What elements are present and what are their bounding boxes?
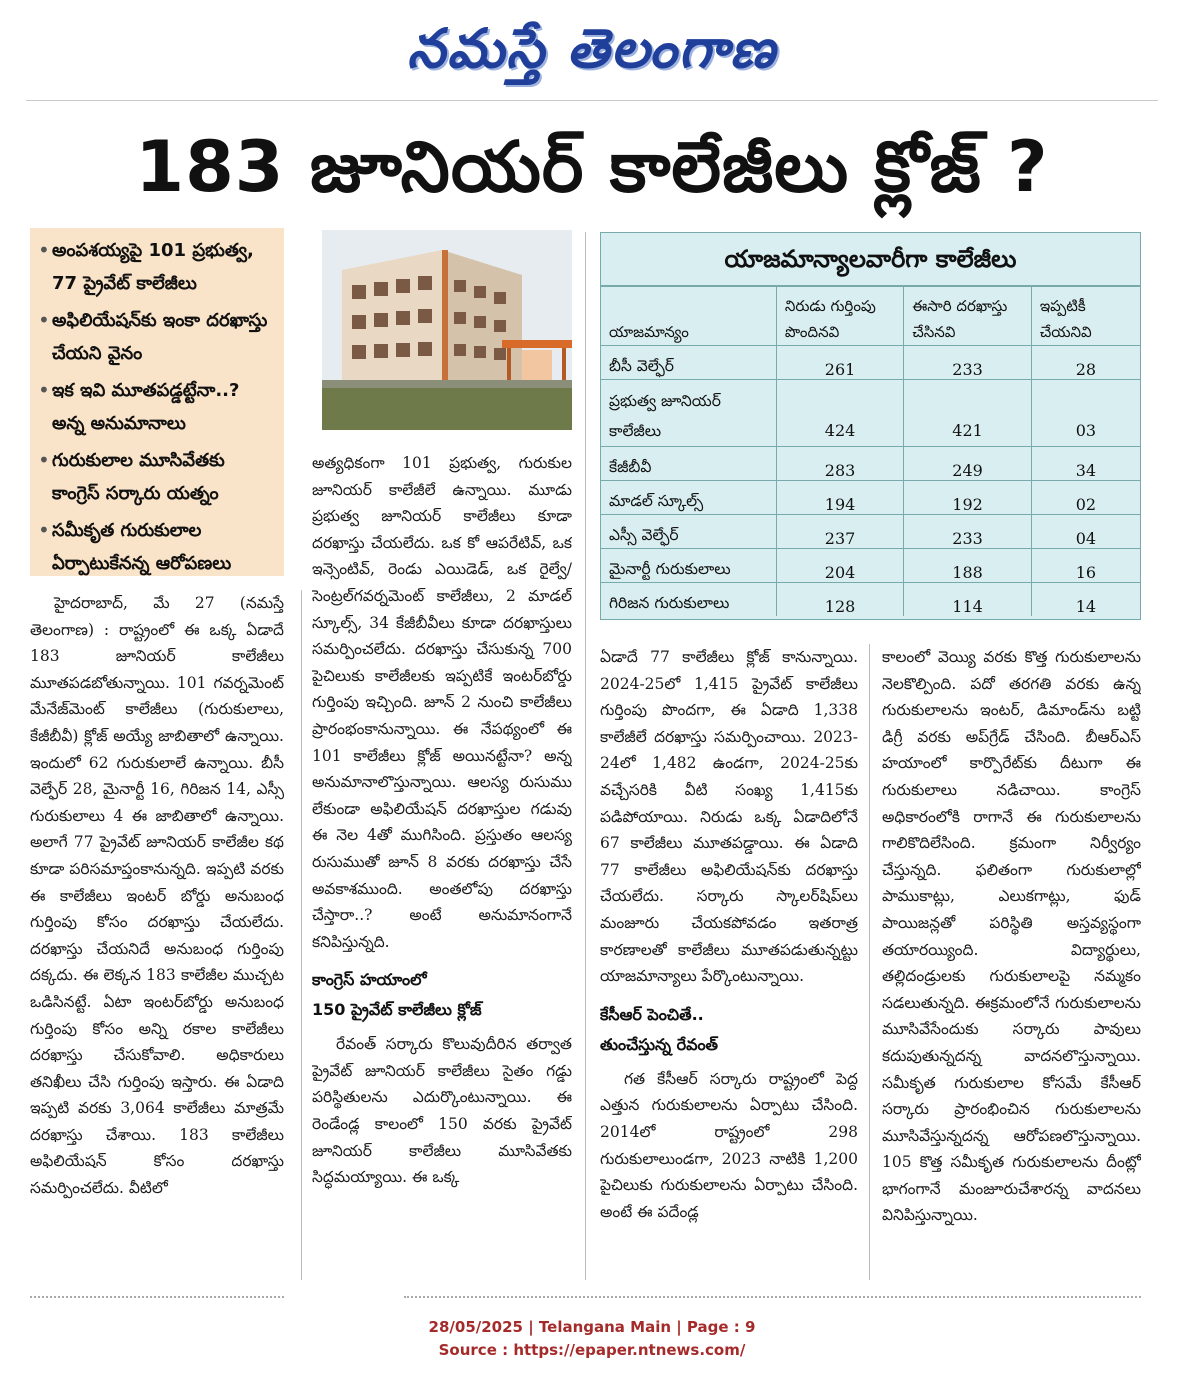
paragraph: కాలంలో వెయ్యి వరకు కొత్త గురుకులాలను నెలకొల్పింది. పదో తరగతి వరకు ఉన్న గురుకులాలను ఇంటర్, డిమాండ్‌ను బట్టి డిగ్రీ వరకు అప్‌గ్రేడ్ చేసింది. బీఆర్‌ఎస్ హయాంలో కార్పొరేట్‌కు దీటుగా ఈ గురుకులాలు నడిచాయి. కాంగ్రెస్ అధికారంలోకి రాగానే ఈ గురుకులాలను గాలికొదిలేసింది. క్రమంగా నిర్వీర్యం చేస్తున్నది. ఫలితంగా గురుకులాల్లో పాముకాట్లు, ఎలుకగాట్లు, ఫుడ్ పాయిజన్లతో పరిస్థితి అస్తవ్యస్థంగా తయారయ్యింది. విద్యార్థులు, తల్లిదండ్రులకు గురుకులాలపై నమ్మకం సడలుతున్నది. ఈక్రమంలోనే గురుకులాలను మూసివేసేందుకు సర్కారు పావులు కదుపుతున్నదన్న వాదనలొస్తున్నాయి. సమీకృత గురుకులాల కోసమే కేసీఆర్ సర్కారు ప్రారంభించిన గురుకులాలను మూసివేస్తున్నదన్న ఆరోపణలొస్తున్నాయి. 105 కొత్త సమీకృత గురుకులాలను దీంట్లో భాగంగానే మంజూరుచేశారన్న వాదనలు వినిపిస్తున్నాయి.	[882, 648, 1141, 1225]
footer-source-link[interactable]: Source : https://epaper.ntnews.com/	[438, 1341, 746, 1359]
table-cell: 424	[776, 380, 904, 447]
table-cell: 114	[904, 583, 1031, 617]
article-column-3	[600, 644, 858, 1280]
paragraph: అత్యధికంగా 101 ప్రభుత్వ, గురుకుల జూనియర్ కాలేజీలే ఉన్నాయి. మూడు ప్రభుత్వ జూనియర్ కాలేజీలు కూడా దరఖాస్తు చేయలేదు. ఒక కో ఆపరేటివ్, ఒక ఇన్సెంటివ్, రెండు ఎయిడెడ్, ఒక రైల్వే/సెంట్రల్‌గవర్నమెంట్ కాలేజీలు, 2 మాడల్ స్కూల్స్, 34 కేజీబీవీలు కూడా దరఖాస్తులు సమర్పించలేదు. దరఖాస్తు చేసుకున్న 700 పైచిలుకు కాలేజీలకు ఇప్పటికే ఇంటర్‌బోర్డు గుర్తింపు ఇచ్చింది. జూన్ 2 నుంచి కాలేజీలు ప్రారంభంకానున్నాయి. ఈ నేపథ్యంలో ఈ 101 కాలేజీలు క్లోజ్ అయినట్టేనా? అన్న అనుమానాలొస్తున్నాయి. ఆలస్య రుసుము లేకుండా అఫిలియేషన్ దరఖాస్తుల గడువు ఈ నెల 4తో ముగిసింది. ప్రస్తుతం ఆలస్య రుసుముతో జూన్ 8 వరకు దరఖాస్తు చేసే అవకాశముంది. అంతలోపు దరఖాస్తు చేస్తారా..? అంటే అనుమానంగానే కనిపిస్తున్నది.	[312, 454, 572, 951]
paragraph: రేవంత్ సర్కారు కొలువుదీరిన తర్వాత ప్రైవేట్ జూనియర్ కాలేజీలు సైతం గడ్డు పరిస్థితులను ఎదుర్కొంటున్నాయి. ఈ రెండేండ్ల కాలంలో 150 వరకు ప్రైవేట్ జూనియర్ కాలేజీలు మూసివేతకు సిద్ధమయ్యాయి. ఈ ఒక్క	[312, 1035, 572, 1187]
table-cell: 16	[1031, 549, 1140, 583]
bullet-icon: •	[38, 518, 50, 542]
table-cell: 204	[776, 549, 904, 583]
table-cell: ఎస్సీ వెల్ఫేర్	[601, 515, 776, 549]
footer-date-page: 28/05/2025 | Telangana Main | Page : 9	[428, 1318, 756, 1336]
paragraph: గత కేసీఆర్ సర్కారు రాష్ట్రంలో పెద్ద ఎత్తున గురుకులాలను ఏర్పాటు చేసింది. 2014లో రాష్ట్రంలో 298 గురుకులాలుండగా, 2023 నాటికి 1,200 పైచిలుకు గురుకులాలను ఏర్పాటు చేసింది. అంటే ఈ పదేండ్ల	[600, 1069, 858, 1221]
table-cell: 261	[776, 346, 904, 380]
bullet-icon: •	[38, 448, 50, 472]
column-header: నిరుడు గుర్తింపు పొందినవి	[776, 287, 904, 346]
table-cell: 192	[904, 481, 1031, 515]
paragraph: హైదరాబాద్, మే 27 (నమస్తే తెలంగాణ) : రాష్ట్రంలో ఈ ఒక్క ఏడాదే 183 జూనియర్ కాలేజీలు మూతపడబోతున్నాయి. 101 గవర్నమెంట్ మేనేజ్‌మెంట్ కాలేజీలు (గురుకులాలు, కేజీబీవీ) క్లోజ్ అయ్యే జాబితాలో ఉన్నాయి. ఇందులో 62 గురుకులాలే ఉన్నాయి. బీసీ వెల్ఫేర్ 28, మైనార్టీ 16, గిరిజన 14, ఎస్సీ గురుకులాలు 4 ఈ జాబితాలో ఉన్నాయి. అలాగే 77 ప్రైవేట్ జూనియర్ కాలేజీల కథ కూడా పరిసమాప్తంకానున్నది. ఇప్పటి వరకు ఈ కాలేజీలు ఇంటర్ బోర్డు అనుబంధ గుర్తింపు కోసం దరఖాస్తు చేయలేదు. దరఖాస్తు చేయనిదే అనుబంధ గుర్తింపు దక్కదు. ఈ లెక్కన 183 కాలేజీల ముచ్చట ఒడిసినట్టే. ఏటా ఇంటర్‌బోర్డు అనుబంధ గుర్తింపు కోసం అన్ని రకాల కాలేజీలు దరఖాస్తు చేసుకోవాలి. అధికారులు తనిఖీలు చేసి గుర్తింపు ఇస్తారు. ఈ ఏడాది ఇప్పటి వరకు 3,064 కాలేజీలు మాత్రమే దరఖాస్తు చేశాయి. 183 కాలేజీలు అఫిలియేషన్ కోసం దరఖాస్తు సమర్పించలేదు. వీటిలో	[30, 594, 284, 1198]
subheading: కేసీఆర్ పెంచితే..	[600, 1004, 704, 1024]
table-cell: 233	[904, 515, 1031, 549]
subheading: తుంచేస్తున్న రేవంత్	[600, 1034, 719, 1054]
highlight-item: • సమీకృత గురుకులాల ఏర్పాటుకేనన్న ఆరోపణలు	[38, 514, 276, 580]
table-row	[601, 447, 1140, 481]
college-building-photo	[322, 230, 572, 430]
masthead-logo: నమస్తే తెలంగాణ	[407, 16, 777, 80]
table-cell: 02	[1031, 481, 1140, 515]
subheading: 150 ప్రైవేట్ కాలేజీలు క్లోజ్	[312, 1000, 482, 1020]
table-cell: గిరిజన గురుకులాలు	[601, 583, 776, 617]
bottom-divider	[404, 1296, 1141, 1298]
table-cell: 03	[1031, 380, 1140, 447]
table-cell: 188	[904, 549, 1031, 583]
table-cell: 283	[776, 447, 904, 481]
masthead-divider	[26, 100, 1158, 101]
headline: 183 జూనియర్ కాలేజీలు క్లోజ్ ?	[135, 126, 1049, 208]
table-cell: 128	[776, 583, 904, 617]
table-header-row	[601, 287, 1140, 346]
table-cell: మాడల్ స్కూల్స్	[601, 481, 776, 515]
table-cell: 194	[776, 481, 904, 515]
table-row	[601, 549, 1140, 583]
table-row	[601, 380, 1140, 447]
table-cell: మైనార్టీ గురుకులాలు	[601, 549, 776, 583]
table-cell: 249	[904, 447, 1031, 481]
table-cell: 34	[1031, 447, 1140, 481]
table-cell: 233	[904, 346, 1031, 380]
bullet-icon: •	[38, 308, 50, 332]
subheading: కాంగ్రెస్ హయాంలో	[312, 970, 427, 990]
highlight-item: • అఫిలియేషన్‌కు ఇంకా దరఖాస్తు చేయని వైనం	[38, 304, 276, 370]
table-cell: 28	[1031, 346, 1140, 380]
table-row	[601, 515, 1140, 549]
table-row	[601, 481, 1140, 515]
table-cell: 237	[776, 515, 904, 549]
column-divider	[301, 590, 302, 1280]
table-row	[601, 346, 1140, 380]
highlight-item: • అంపశయ్యపై 101 ప్రభుత్వ, 77 ప్రైవేట్ కాలేజీలు	[38, 234, 276, 300]
colleges-by-management-table	[600, 232, 1141, 620]
bullet-icon: •	[38, 238, 50, 262]
table-cell: ప్రభుత్వ జూనియర్ కాలేజీలు	[601, 380, 776, 447]
table-row	[601, 583, 1140, 617]
table-cell: 14	[1031, 583, 1140, 617]
bottom-divider	[30, 1296, 284, 1298]
highlights-box	[30, 228, 284, 576]
table-cell: కేజీబీవీ	[601, 447, 776, 481]
table-cell: 421	[904, 380, 1031, 447]
table-cell: 04	[1031, 515, 1140, 549]
column-header: ఈసారి దరఖాస్తు చేసినవి	[904, 287, 1031, 346]
column-divider	[869, 644, 870, 1280]
highlight-item: • గురుకులాల మూసివేతకు కాంగ్రెస్ సర్కారు యత్నం	[38, 444, 276, 510]
paragraph: ఏడాదే 77 కాలేజీలు క్లోజ్ కానున్నాయి. 2024-25లో 1,415 ప్రైవేట్ కాలేజీలు గుర్తింపు పొందగా, ఈ ఏడాది 1,338 కాలేజీలే దరఖాస్తు సమర్పించాయి. 2023-24లో 1,482 ఉండగా, 2024-25కు వచ్చేసరికి వీటి సంఖ్య 1,415కు పడిపోయాయి. నిరుడు ఒక్క ఏడాదిలోనే 67 కాలేజీలు మూతపడ్డాయి. ఈ ఏడాది 77 కాలేజీలు అఫిలియేషన్‌కు దరఖాస్తు చేయలేదు. సర్కారు స్కాలర్‌షిప్‌లు మంజూరు చేయకపోవడం ఇతరాత్ర కారణాలతో కాలేజీలు మూతపడుతున్నట్టు యాజమాన్యాలు పేర్కొంటున్నాయి.	[600, 648, 858, 986]
article-column-4	[882, 644, 1141, 1280]
article-column-1	[30, 590, 284, 1278]
article-column-2	[312, 450, 572, 1280]
table-cell: బీసీ వెల్ఫేర్	[601, 346, 776, 380]
highlight-item: • ఇక ఇవి మూతపడ్డట్టేనా..? అన్న అనుమానాలు	[38, 374, 276, 440]
column-divider	[585, 232, 586, 1280]
table-title: యాజమాన్యాలవారీగా కాలేజీలు	[601, 233, 1140, 286]
bullet-icon: •	[38, 378, 50, 402]
column-header: యాజమాన్యం	[601, 287, 776, 346]
column-header: ఇప్పటికీ చేయనివి	[1031, 287, 1140, 346]
